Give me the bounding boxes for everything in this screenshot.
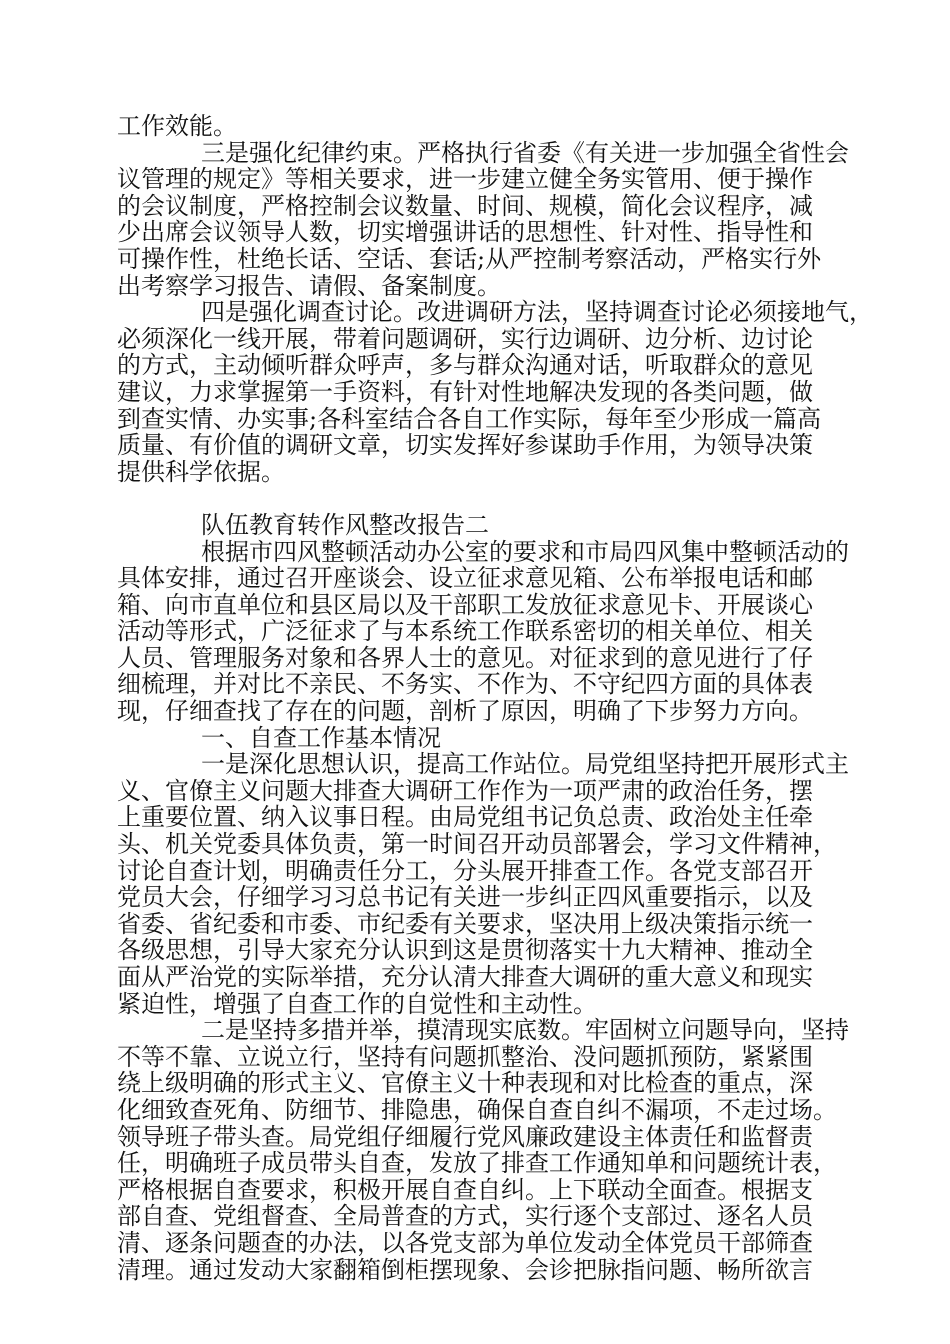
text-line: 面从严治党的实际举措，充分认清大排查大调研的重大意义和现实 bbox=[117, 963, 813, 991]
text-line: 议管理的规定》等相关要求，进一步建立健全务实管用、便于操作 bbox=[117, 165, 813, 194]
text-line: 头、机关党委具体负责，第一时间召开动员部署会，学习文件精神， bbox=[117, 830, 837, 859]
text-line: 到查实情、办实事;各科室结合各自工作实际，每年至少形成一篇高 bbox=[117, 404, 822, 433]
paragraph-start-line: 二是坚持多措并举，摸清现实底数。牢固树立问题导向，坚持 bbox=[201, 1016, 849, 1045]
text-line: 活动等形式，广泛征求了与本系统工作联系密切的相关单位、相关 bbox=[117, 617, 813, 646]
text-line: 党员大会，仔细学习习总书记有关进一步纠正四风重要指示，以及 bbox=[117, 883, 813, 912]
text-line: 质量、有价值的调研文章，切实发挥好参谋助手作用，为领导决策 bbox=[117, 431, 813, 460]
text-line: 上重要位置、纳入议事日程。由局党组书记负总责、政治处主任牵 bbox=[117, 803, 813, 832]
text-line: 清理。通过发动大家翻箱倒柜摆现象、会诊把脉指问题、畅所欲言 bbox=[117, 1255, 813, 1284]
text-line: 领导班子带头查。局党组仔细履行党风廉政建设主体责任和监督责 bbox=[117, 1122, 813, 1151]
text-line: 各级思想，引导大家充分认识到这是贯彻落实十九大精神、推动全 bbox=[117, 936, 813, 965]
text-line: 工作效能。 bbox=[117, 112, 237, 140]
text-line: 部自查、党组督查、全局普查的方式，实行逐个支部过、逐名人员 bbox=[117, 1202, 813, 1231]
text-line: 箱、向市直单位和县区局以及干部职工发放征求意见卡、开展谈心 bbox=[117, 590, 813, 619]
document-body bbox=[117, 112, 873, 1284]
paragraph-start-line: 一是深化思想认识，提高工作站位。局党组坚持把开展形式主 bbox=[201, 750, 849, 779]
text-line: 清、逐条问题查的办法，以各党支部为单位发动全体党员干部筛查 bbox=[117, 1228, 813, 1257]
paragraph-start-line: 四是强化调查讨论。改进调研方法，坚持调查讨论必须接地气， bbox=[201, 298, 873, 327]
text-line: 少出席会议领导人数，切实增强讲话的思想性、针对性、指导性和 bbox=[117, 218, 813, 247]
text-line: 必须深化一线开展，带着问题调研，实行边调研、边分析、边讨论 bbox=[117, 324, 813, 353]
text-line: 紧迫性，增强了自查工作的自觉性和主动性。 bbox=[117, 989, 597, 1018]
text-line: 可操作性，杜绝长话、空话、套话;从严控制考察活动，严格实行外 bbox=[117, 244, 822, 273]
text-line: 绕上级明确的形式主义、官僚主义十种表现和对比检查的重点，深 bbox=[117, 1069, 813, 1098]
text-line: 出考察学习报告、请假、备案制度。 bbox=[117, 271, 501, 300]
text-line: 不等不靠、立说立行，坚持有问题抓整治、没问题抓预防，紧紧围 bbox=[117, 1042, 813, 1071]
paragraph-start-line: 根据市四风整顿活动办公室的要求和市局四风集中整顿活动的 bbox=[201, 537, 849, 566]
text-line: 人员、管理服务对象和各界人士的意见。对征求到的意见进行了仔 bbox=[117, 643, 813, 672]
text-line: 严格根据自查要求，积极开展自查自纠。上下联动全面查。根据支 bbox=[117, 1175, 813, 1204]
blank-line bbox=[117, 485, 833, 512]
section-title: 队伍教育转作风整改报告二 bbox=[201, 510, 489, 539]
text-line: 的会议制度，严格控制会议数量、时间、规模，简化会议程序，减 bbox=[117, 191, 813, 220]
text-line: 现，仔细查找了存在的问题，剖析了原因，明确了下步努力方向。 bbox=[117, 697, 813, 726]
text-line: 省委、省纪委和市委、市纪委有关要求，坚决用上级决策指示统一 bbox=[117, 909, 813, 938]
text-line: 建议，力求掌握第一手资料，有针对性地解决发现的各类问题，做 bbox=[117, 377, 813, 406]
section-heading: 一、自查工作基本情况 bbox=[201, 723, 441, 752]
text-line: 化细致查死角、防细节、排隐患，确保自查自纠不漏项，不走过场。 bbox=[117, 1095, 837, 1124]
text-line: 讨论自查计划，明确责任分工，分头展开排查工作。各党支部召开 bbox=[117, 856, 813, 885]
text-line: 任，明确班子成员带头自查，发放了排查工作通知单和问题统计表， bbox=[117, 1149, 837, 1178]
text-line: 提供科学依据。 bbox=[117, 457, 285, 486]
text-line: 具体安排，通过召开座谈会、设立征求意见箱、公布举报电话和邮 bbox=[117, 564, 813, 593]
text-line: 细梳理，并对比不亲民、不务实、不作为、不守纪四方面的具体表 bbox=[117, 670, 813, 699]
text-line: 义、官僚主义问题大排查大调研工作作为一项严肃的政治任务，摆 bbox=[117, 776, 813, 805]
text-line: 的方式，主动倾听群众呼声，多与群众沟通对话，听取群众的意见 bbox=[117, 351, 813, 380]
paragraph-start-line: 三是强化纪律约束。严格执行省委《有关进一步加强全省性会 bbox=[201, 138, 849, 167]
